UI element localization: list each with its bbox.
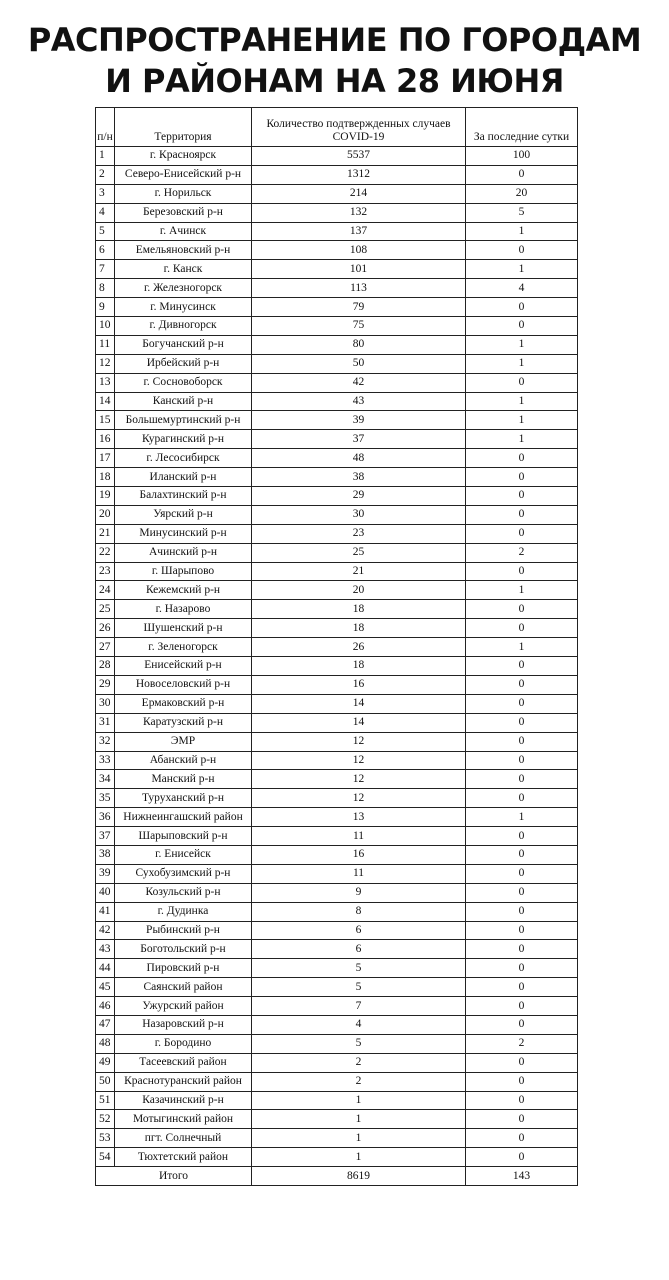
row-confirmed: 214 [252, 184, 466, 203]
table-row [96, 978, 578, 997]
table-row [96, 713, 578, 732]
row-confirmed: 9 [252, 883, 466, 902]
row-last-day: 0 [466, 1091, 578, 1110]
row-last-day: 0 [466, 600, 578, 619]
row-last-day: 1 [466, 260, 578, 279]
row-number: 18 [96, 468, 115, 487]
table-row [96, 864, 578, 883]
table-row [96, 184, 578, 203]
row-territory: Нижнеингашский район [115, 808, 252, 827]
header-territory: Территория [115, 108, 252, 147]
table-row [96, 524, 578, 543]
row-territory: Березовский р-н [115, 203, 252, 222]
row-number: 41 [96, 902, 115, 921]
row-territory: Козульский р-н [115, 883, 252, 902]
header-confirmed: Количество подтвержденных случаев COVID-19 [252, 108, 466, 147]
row-last-day: 1 [466, 808, 578, 827]
table-row [96, 505, 578, 524]
row-number: 26 [96, 619, 115, 638]
row-last-day: 0 [466, 524, 578, 543]
row-territory: Каратузский р-н [115, 713, 252, 732]
row-last-day: 0 [466, 902, 578, 921]
row-number: 49 [96, 1053, 115, 1072]
row-number: 22 [96, 543, 115, 562]
row-number: 13 [96, 373, 115, 392]
row-number: 42 [96, 921, 115, 940]
row-territory: Северо-Енисейский р-н [115, 165, 252, 184]
table-row [96, 845, 578, 864]
row-territory: г. Назарово [115, 600, 252, 619]
row-last-day: 5 [466, 203, 578, 222]
table-row [96, 675, 578, 694]
row-confirmed: 12 [252, 789, 466, 808]
row-number: 1 [96, 147, 115, 166]
row-territory: Абанский р-н [115, 751, 252, 770]
row-last-day: 0 [466, 165, 578, 184]
row-last-day: 0 [466, 921, 578, 940]
row-territory: Саянский район [115, 978, 252, 997]
total-last-day: 143 [466, 1167, 578, 1186]
row-last-day: 0 [466, 449, 578, 468]
row-territory: г. Сосновоборск [115, 373, 252, 392]
table-row [96, 354, 578, 373]
row-number: 7 [96, 260, 115, 279]
row-confirmed: 48 [252, 449, 466, 468]
table-row [96, 260, 578, 279]
row-confirmed: 1312 [252, 165, 466, 184]
row-number: 54 [96, 1148, 115, 1167]
table-total-row [96, 1167, 578, 1186]
row-number: 17 [96, 449, 115, 468]
row-last-day: 0 [466, 1015, 578, 1034]
row-last-day: 0 [466, 1148, 578, 1167]
header-last-day: За последние сутки [466, 108, 578, 147]
row-confirmed: 113 [252, 279, 466, 298]
row-last-day: 1 [466, 638, 578, 657]
row-number: 31 [96, 713, 115, 732]
row-number: 43 [96, 940, 115, 959]
row-number: 53 [96, 1129, 115, 1148]
row-territory: Балахтинский р-н [115, 487, 252, 506]
table-row [96, 222, 578, 241]
table-row [96, 1148, 578, 1167]
row-territory: г. Дудинка [115, 902, 252, 921]
row-confirmed: 1 [252, 1091, 466, 1110]
row-confirmed: 75 [252, 317, 466, 336]
row-number: 16 [96, 430, 115, 449]
table-row [96, 732, 578, 751]
row-confirmed: 37 [252, 430, 466, 449]
row-confirmed: 5 [252, 959, 466, 978]
table-row [96, 883, 578, 902]
row-last-day: 2 [466, 1034, 578, 1053]
row-number: 48 [96, 1034, 115, 1053]
table-row [96, 392, 578, 411]
row-territory: г. Шарыпово [115, 562, 252, 581]
row-number: 47 [96, 1015, 115, 1034]
table-row [96, 449, 578, 468]
row-confirmed: 80 [252, 335, 466, 354]
row-territory: Уярский р-н [115, 505, 252, 524]
row-number: 25 [96, 600, 115, 619]
row-last-day: 0 [466, 298, 578, 317]
row-territory: Иланский р-н [115, 468, 252, 487]
row-confirmed: 11 [252, 864, 466, 883]
row-number: 33 [96, 751, 115, 770]
row-number: 37 [96, 827, 115, 846]
row-confirmed: 1 [252, 1129, 466, 1148]
row-confirmed: 12 [252, 732, 466, 751]
row-territory: Мотыгинский район [115, 1110, 252, 1129]
row-last-day: 1 [466, 335, 578, 354]
row-last-day: 0 [466, 675, 578, 694]
row-territory: г. Канск [115, 260, 252, 279]
row-last-day: 0 [466, 657, 578, 676]
row-confirmed: 14 [252, 694, 466, 713]
table-row [96, 751, 578, 770]
table-row [96, 997, 578, 1016]
row-territory: Пировский р-н [115, 959, 252, 978]
row-last-day: 0 [466, 959, 578, 978]
table-row [96, 959, 578, 978]
table-row [96, 279, 578, 298]
row-confirmed: 79 [252, 298, 466, 317]
table-row [96, 827, 578, 846]
row-number: 9 [96, 298, 115, 317]
row-last-day: 0 [466, 864, 578, 883]
table-row [96, 902, 578, 921]
row-territory: г. Дивногорск [115, 317, 252, 336]
row-territory: Канский р-н [115, 392, 252, 411]
row-territory: Манский р-н [115, 770, 252, 789]
table-row [96, 373, 578, 392]
row-number: 40 [96, 883, 115, 902]
row-territory: г. Минусинск [115, 298, 252, 317]
row-last-day: 4 [466, 279, 578, 298]
row-confirmed: 50 [252, 354, 466, 373]
row-number: 46 [96, 997, 115, 1016]
header-num: п/н [96, 108, 115, 147]
table-row [96, 638, 578, 657]
row-last-day: 0 [466, 940, 578, 959]
table-row [96, 1110, 578, 1129]
row-territory: г. Ачинск [115, 222, 252, 241]
row-last-day: 1 [466, 411, 578, 430]
table-row [96, 600, 578, 619]
row-number: 12 [96, 354, 115, 373]
row-territory: Ермаковский р-н [115, 694, 252, 713]
row-territory: Рыбинский р-н [115, 921, 252, 940]
row-last-day: 0 [466, 1129, 578, 1148]
row-confirmed: 18 [252, 657, 466, 676]
row-last-day: 0 [466, 1072, 578, 1091]
row-territory: Минусинский р-н [115, 524, 252, 543]
row-confirmed: 12 [252, 770, 466, 789]
table-row [96, 789, 578, 808]
row-number: 8 [96, 279, 115, 298]
row-last-day: 1 [466, 354, 578, 373]
row-last-day: 0 [466, 317, 578, 336]
row-number: 38 [96, 845, 115, 864]
table-row [96, 562, 578, 581]
table-row [96, 543, 578, 562]
covid-cases-table [95, 107, 578, 1186]
row-confirmed: 101 [252, 260, 466, 279]
row-confirmed: 2 [252, 1053, 466, 1072]
row-number: 30 [96, 694, 115, 713]
row-territory: Большемуртинский р-н [115, 411, 252, 430]
table-row [96, 1091, 578, 1110]
row-confirmed: 6 [252, 940, 466, 959]
row-territory: Сухобузимский р-н [115, 864, 252, 883]
row-number: 44 [96, 959, 115, 978]
row-confirmed: 5 [252, 978, 466, 997]
row-number: 5 [96, 222, 115, 241]
row-number: 36 [96, 808, 115, 827]
table-row [96, 1129, 578, 1148]
row-confirmed: 26 [252, 638, 466, 657]
row-last-day: 0 [466, 241, 578, 260]
row-number: 45 [96, 978, 115, 997]
table-row [96, 657, 578, 676]
row-confirmed: 39 [252, 411, 466, 430]
row-last-day: 0 [466, 468, 578, 487]
table-row [96, 147, 578, 166]
row-last-day: 1 [466, 222, 578, 241]
row-number: 20 [96, 505, 115, 524]
row-last-day: 100 [466, 147, 578, 166]
row-territory: Туруханский р-н [115, 789, 252, 808]
row-confirmed: 18 [252, 619, 466, 638]
row-territory: Краснотуранский район [115, 1072, 252, 1091]
row-last-day: 0 [466, 373, 578, 392]
row-territory: Ачинский р-н [115, 543, 252, 562]
row-number: 28 [96, 657, 115, 676]
row-territory: Шарыповский р-н [115, 827, 252, 846]
row-confirmed: 1 [252, 1148, 466, 1167]
row-confirmed: 23 [252, 524, 466, 543]
row-last-day: 0 [466, 883, 578, 902]
row-confirmed: 11 [252, 827, 466, 846]
table-row [96, 165, 578, 184]
row-confirmed: 5537 [252, 147, 466, 166]
row-confirmed: 21 [252, 562, 466, 581]
row-territory: Енисейский р-н [115, 657, 252, 676]
row-territory: Тюхтетский район [115, 1148, 252, 1167]
page-title [0, 20, 669, 102]
row-confirmed: 137 [252, 222, 466, 241]
table-row [96, 808, 578, 827]
table-row [96, 1072, 578, 1091]
row-number: 35 [96, 789, 115, 808]
row-last-day: 0 [466, 1053, 578, 1072]
row-confirmed: 5 [252, 1034, 466, 1053]
row-territory: ЭМР [115, 732, 252, 751]
table-row [96, 241, 578, 260]
row-territory: г. Зеленогорск [115, 638, 252, 657]
row-last-day: 0 [466, 1110, 578, 1129]
row-number: 19 [96, 487, 115, 506]
row-number: 29 [96, 675, 115, 694]
row-number: 3 [96, 184, 115, 203]
row-confirmed: 7 [252, 997, 466, 1016]
row-territory: Боготольский р-н [115, 940, 252, 959]
table-row [96, 317, 578, 336]
table-row [96, 487, 578, 506]
row-territory: г. Красноярск [115, 147, 252, 166]
row-territory: Тасеевский район [115, 1053, 252, 1072]
row-confirmed: 18 [252, 600, 466, 619]
row-confirmed: 14 [252, 713, 466, 732]
row-territory: Назаровский р-н [115, 1015, 252, 1034]
row-territory: Богучанский р-н [115, 335, 252, 354]
table-row [96, 694, 578, 713]
row-number: 51 [96, 1091, 115, 1110]
row-territory: Казачинский р-н [115, 1091, 252, 1110]
table-row [96, 921, 578, 940]
row-territory: Новоселовский р-н [115, 675, 252, 694]
row-number: 34 [96, 770, 115, 789]
row-territory: Ирбейский р-н [115, 354, 252, 373]
row-territory: пгт. Солнечный [115, 1129, 252, 1148]
row-last-day: 0 [466, 751, 578, 770]
row-last-day: 0 [466, 694, 578, 713]
table-row [96, 1015, 578, 1034]
table-row [96, 581, 578, 600]
row-number: 27 [96, 638, 115, 657]
row-territory: Емельяновский р-н [115, 241, 252, 260]
row-territory: Ужурский район [115, 997, 252, 1016]
row-last-day: 0 [466, 845, 578, 864]
page-title-line-2: И РАЙОНАМ НА 28 ИЮНЯ [105, 62, 564, 100]
page-title-line-1: РАСПРОСТРАНЕНИЕ ПО ГОРОДАМ [27, 21, 642, 59]
row-territory: Курагинский р-н [115, 430, 252, 449]
row-territory: Шушенский р-н [115, 619, 252, 638]
row-territory: г. Железногорск [115, 279, 252, 298]
row-number: 24 [96, 581, 115, 600]
row-last-day: 0 [466, 770, 578, 789]
row-number: 52 [96, 1110, 115, 1129]
row-number: 6 [96, 241, 115, 260]
row-number: 15 [96, 411, 115, 430]
table-row [96, 411, 578, 430]
row-last-day: 1 [466, 581, 578, 600]
row-last-day: 20 [466, 184, 578, 203]
row-territory: Кежемский р-н [115, 581, 252, 600]
row-confirmed: 2 [252, 1072, 466, 1091]
row-last-day: 0 [466, 505, 578, 524]
row-confirmed: 6 [252, 921, 466, 940]
row-territory: г. Лесосибирск [115, 449, 252, 468]
row-last-day: 0 [466, 997, 578, 1016]
row-last-day: 0 [466, 487, 578, 506]
total-label: Итого [96, 1167, 252, 1186]
table-header-row [96, 108, 578, 147]
row-number: 2 [96, 165, 115, 184]
row-confirmed: 20 [252, 581, 466, 600]
row-confirmed: 25 [252, 543, 466, 562]
row-territory: г. Бородино [115, 1034, 252, 1053]
row-confirmed: 132 [252, 203, 466, 222]
row-last-day: 2 [466, 543, 578, 562]
row-number: 21 [96, 524, 115, 543]
row-number: 50 [96, 1072, 115, 1091]
row-confirmed: 30 [252, 505, 466, 524]
row-last-day: 0 [466, 732, 578, 751]
table-body [96, 147, 578, 1167]
table-row [96, 298, 578, 317]
row-last-day: 1 [466, 392, 578, 411]
row-confirmed: 38 [252, 468, 466, 487]
row-number: 11 [96, 335, 115, 354]
table-row [96, 1034, 578, 1053]
row-last-day: 0 [466, 827, 578, 846]
row-confirmed: 16 [252, 675, 466, 694]
row-last-day: 0 [466, 713, 578, 732]
table-row [96, 1053, 578, 1072]
row-confirmed: 42 [252, 373, 466, 392]
row-last-day: 0 [466, 562, 578, 581]
row-confirmed: 1 [252, 1110, 466, 1129]
row-confirmed: 8 [252, 902, 466, 921]
row-number: 4 [96, 203, 115, 222]
row-number: 14 [96, 392, 115, 411]
row-last-day: 0 [466, 619, 578, 638]
row-number: 23 [96, 562, 115, 581]
table-row [96, 335, 578, 354]
row-territory: г. Енисейск [115, 845, 252, 864]
table-row [96, 468, 578, 487]
row-number: 32 [96, 732, 115, 751]
row-confirmed: 29 [252, 487, 466, 506]
row-confirmed: 108 [252, 241, 466, 260]
row-last-day: 1 [466, 430, 578, 449]
table-row [96, 203, 578, 222]
row-last-day: 0 [466, 789, 578, 808]
row-territory: г. Норильск [115, 184, 252, 203]
row-number: 10 [96, 317, 115, 336]
row-last-day: 0 [466, 978, 578, 997]
row-confirmed: 13 [252, 808, 466, 827]
table-row [96, 619, 578, 638]
table-row [96, 940, 578, 959]
table-row [96, 770, 578, 789]
row-confirmed: 16 [252, 845, 466, 864]
row-number: 39 [96, 864, 115, 883]
row-confirmed: 12 [252, 751, 466, 770]
table-row [96, 430, 578, 449]
total-confirmed: 8619 [252, 1167, 466, 1186]
row-confirmed: 43 [252, 392, 466, 411]
row-confirmed: 4 [252, 1015, 466, 1034]
